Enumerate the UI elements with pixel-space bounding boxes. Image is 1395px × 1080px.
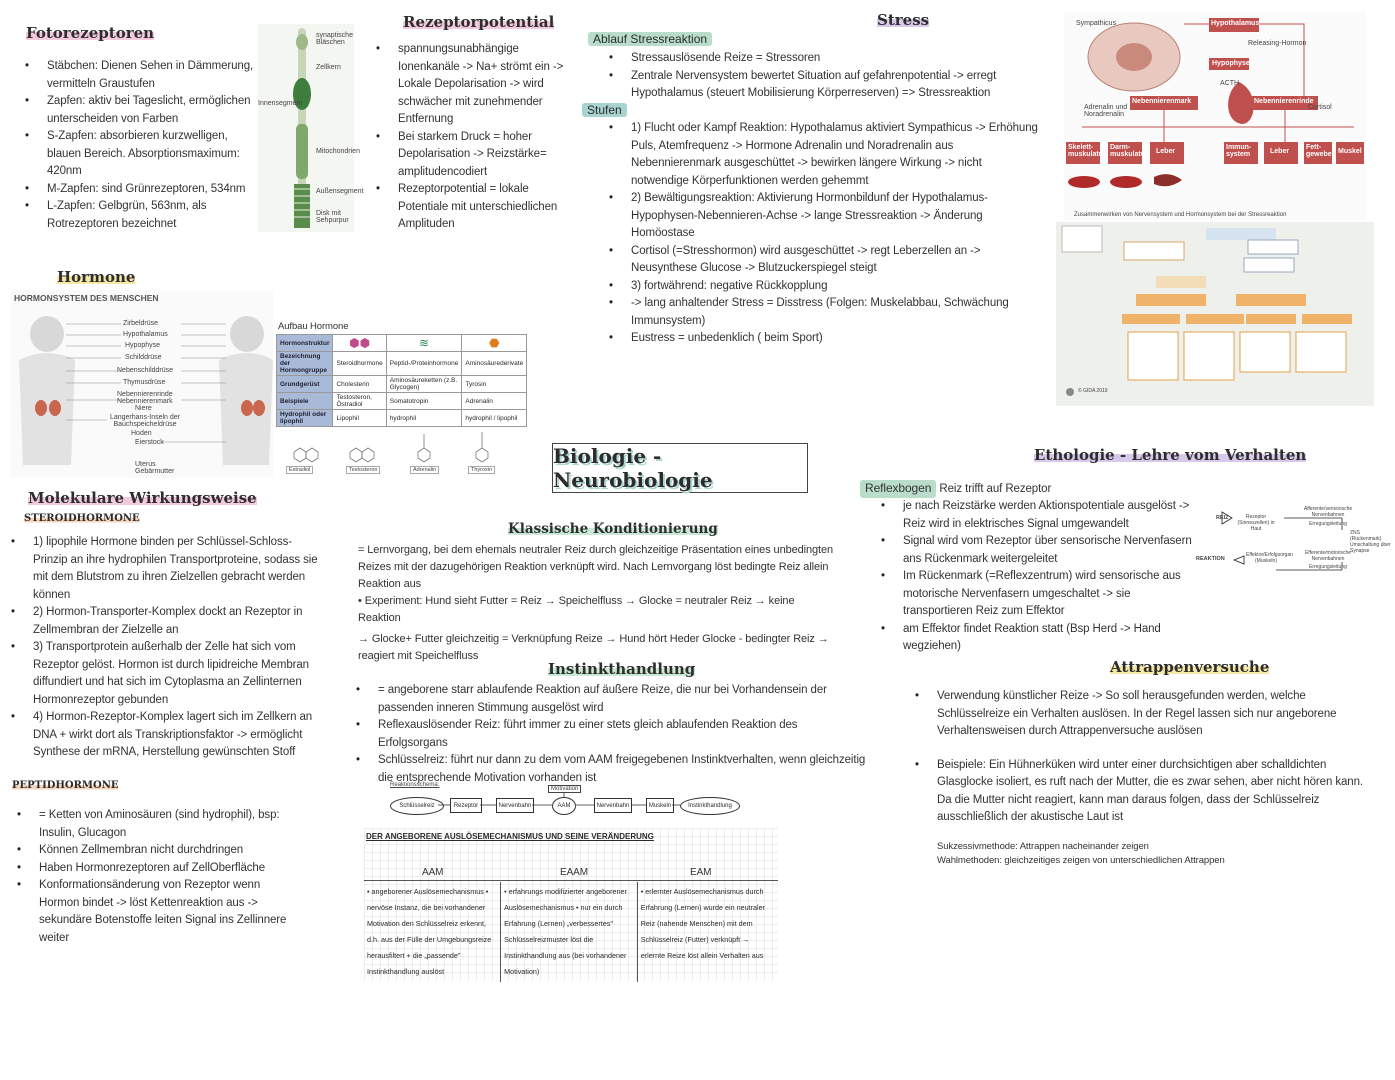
table-cell: Grundgerüst	[277, 376, 333, 393]
list-item: • Cortisol (=Stresshormon) wird ausgeschüttet -> regt Leberzellen an -> Neusynthese Glucose -> Blutzuckerspiegel steigt	[631, 243, 1041, 278]
reflex-efferente: Efferente/motorische Nervenbahnen	[1304, 550, 1352, 562]
klassische-paragraph: = Lernvorgang, bei dem ehemals neutraler Reiz durch gleichzeitige Präsentation eines unbedingten Reizes mit der dazugehörigen Reaktion verknüpft wird. Nach Lernvorgang löst bedingte Reiz allein Reaktion aus	[358, 544, 834, 590]
list-item: • 3) fortwährend: negative Rückkopplung	[631, 278, 1041, 296]
list-item: • Im Rückenmark (=Reflexzentrum) wird sensorische aus motorische Nervenfasern umgeschaltet -> sie transportieren Reiz zum Effektor	[903, 568, 1203, 621]
stress-title: Stress	[877, 11, 930, 29]
aam-cell: • erlernter Auslösemechanismus durch Erfahrung (Lernen) wurde ein neutraler Reiz (nahende Menschen) mit dem Schlüsselreiz (Futter) verknüpft → erlernte Reize löst allein Verhalten aus	[640, 887, 765, 960]
label-niere: Niere	[135, 405, 152, 412]
flow-node: Schlüsselreiz	[390, 797, 444, 815]
stress-photo	[1056, 222, 1374, 406]
label-hoden: Hoden	[131, 430, 152, 437]
table-cell: hydrophil	[386, 410, 462, 427]
aam-table	[364, 882, 778, 982]
instinkt-list	[378, 682, 870, 787]
flow-node: Rezeptor	[450, 798, 482, 813]
list-item: • Signal wird vom Rezeptor über sensorische Nervenfasern ans Rückenmark weitergeleitet	[903, 533, 1203, 568]
table-cell: Cholesterin	[333, 376, 386, 393]
reflex-rezeptor: Rezeptor (Sinneszellen) in Haut	[1237, 514, 1275, 532]
stress-ablauf-list	[631, 50, 1041, 103]
aufbau-title: Aufbau Hormone	[278, 321, 349, 332]
list-item: • 2) Bewältigungsreaktion: Aktivierung Hormonbildunf der Hypothalamus-Hypophysen-Nebennieren-Achse -> lange Stressreaktion -> Änderung Homöostase	[631, 190, 1041, 243]
klassische-title: Klassische Konditionierung	[508, 521, 718, 537]
photoreceptor-illustration	[258, 24, 354, 232]
list-item: • Rezeptorpotential = lokale Potentiale mit unterschiedlichen Amplituden	[398, 181, 566, 234]
center-title-box	[552, 443, 808, 493]
list-item: • 2) Hormon-Transporter-Komplex dockt an Rezeptor in Zellmembran der Zielzelle an	[33, 604, 323, 639]
flow-motivation: Motivation	[548, 785, 581, 793]
table-cell: Aminosäurederivate	[462, 352, 527, 376]
list-item: • L-Zapfen: Gelbgrün, 563nm, als Rotrezeptoren bezeichnet	[47, 198, 257, 233]
list-item: • Eustress = unbedenklich ( beim Sport)	[631, 330, 1041, 348]
diag-box-skelett: Skelett-muskulatur	[1068, 144, 1106, 158]
list-item: • am Effektor findet Reaktion statt (Bsp Herd -> Hand wegziehen)	[903, 621, 1203, 656]
diag-box-leber: Leber	[1156, 148, 1176, 155]
diag-nnr: Nebennierenrinde	[1254, 98, 1314, 105]
label-zellkern: Zellkern	[316, 64, 341, 71]
diag-nnm: Nebennierenmark	[1132, 98, 1192, 105]
list-item: • 1) lipophile Hormone binden per Schlüssel-Schloss-Prinzip an ihre hydrophilen Transportproteine, sodass sie mit dem Blutstrom zu ihren Zielzellen gebracht werden können	[33, 534, 323, 604]
stress-stufen-list	[631, 120, 1041, 348]
instinkt-title: Instinkthandlung	[548, 660, 696, 678]
table-cell: Bezeichnung der Hormongruppe	[277, 352, 333, 376]
list-item: • Bei starkem Druck = hoher Depolarisation -> Reizstärke= amplitudencodiert	[398, 129, 566, 182]
label-nnr: Nebennierenrinde	[117, 391, 173, 398]
label-mitochondrien: Mitochondrien	[316, 148, 360, 155]
molecule-label: Testosteron	[346, 466, 380, 474]
reflex-afferente: Afferente/sensorische Nervenbahnen	[1303, 506, 1353, 518]
flow-title: Reaktionsschema:	[390, 782, 440, 788]
rezeptorpotential-title: Rezeptorpotential	[403, 13, 555, 31]
ethologie-list	[903, 498, 1203, 656]
aam-header: EAAM	[560, 867, 588, 878]
diag-adrenalin: Adrenalin und Noradrenalin	[1084, 104, 1128, 118]
list-item: • Können Zellmembran nicht durchdringen	[39, 842, 301, 860]
flow-node: Muskeln	[646, 798, 674, 813]
list-item: • 3) Transportprotein außerhalb der Zelle hat sich vom Rezeptor gelöst. Hormon ist durch lipidreiche Membran diffundiert und hat sich im Cytoplasma an Zellinternen Hormonrezeptor gebunden	[33, 639, 323, 709]
klassische-paragraph: → Glocke+ Futter gleichzeitig = Verknüpfung Reize → Hund hört Heder Glocke - bedingter Reiz → reagiert mit Speichelfluss	[358, 633, 829, 662]
reflexbogen-text: Reiz trifft auf Rezeptor	[939, 483, 1052, 495]
list-item: • -> lang anhaltender Stress = Disstress (Folgen: Muskelabbau, Schwächung Immunsystem)	[631, 295, 1041, 330]
molecule-label: Thyroxin	[468, 466, 495, 474]
label-uterus: Uterus	[135, 461, 156, 468]
list-item: • Verwendung künstlicher Reize -> So soll herausgefunden werden, welche Schlüsselreize ein Verhalten auslösen. In der Regel lassen sich nur angeborene Verhaltensweisen durch Attrappenversuche auslösen	[937, 688, 1365, 741]
reflex-reiz: REIZ	[1216, 515, 1229, 521]
klassische-text	[358, 542, 840, 665]
label-nebenschilddruese: Nebenschilddrüse	[117, 367, 174, 374]
table-cell: Somatotropin	[386, 393, 462, 410]
stress-diagram	[1064, 12, 1366, 220]
molecule-label: Estradiol	[286, 466, 313, 474]
attrappen-title: Attrappenversuche	[1110, 658, 1270, 676]
aam-title: DER ANGEBORENE AUSLÖSEMECHANISMUS UND SEINE VERÄNDERUNG	[366, 832, 654, 841]
aam-cell: • angeborener Auslösemechanismus • nervöse Instanz, die bei vorhandener Motivation den Schlüsselreiz erkennt, d.h. aus der Fülle der Umgebungsreize herausfiltert + die „passende" Instinkthandlung auslöst	[364, 882, 501, 982]
diag-box-darm: Darm-muskulatur	[1110, 144, 1148, 158]
list-item: • Stäbchen: Dienen Sehen in Dämmerung, vermitteln Graustufen	[47, 58, 257, 93]
klassische-paragraph: • Experiment: Hund sieht Futter = Reiz → Speichelfluss → Glocke = neutraler Reiz → keine Reaktion	[358, 595, 795, 624]
page-title: Biologie - Neurobiologie	[553, 444, 713, 492]
aam-cell: • erfahrungs modifizierter angeborener Auslösemechanismus • nur ein durch Erfahrung (Lernen) „verbessertes" Schlüsselreizmuster löst die Instinkthandlung aus (bei vorhandener Motivation)	[501, 882, 638, 982]
label-thymus: Thymusdrüse	[123, 379, 166, 386]
hormonsystem-figure	[11, 290, 273, 478]
diag-box-leber2: Leber	[1270, 148, 1290, 155]
label-eierstock: Eierstock	[135, 439, 164, 446]
flow-node: AAM	[552, 797, 576, 815]
list-item: • Stressauslösende Reize = Stressoren	[631, 50, 1041, 68]
peptid-molecule-icon: ≋	[386, 335, 462, 352]
diag-hypothalamus: Hypothalamus	[1211, 20, 1260, 27]
attrappen-methods	[937, 840, 1225, 868]
photo-copyright: © GIDA 2019	[1078, 388, 1108, 394]
label-innensegment: Innensegment	[258, 100, 303, 107]
diag-sympathicus: Sympathicus	[1076, 20, 1117, 27]
table-cell: Testosteron, Östradiol	[333, 393, 386, 410]
ethologie-title: Ethologie - Lehre vom Verhalten	[1034, 446, 1307, 464]
method-item: Sukzessivmethode: Attrappen nacheinander zeigen	[937, 841, 1149, 852]
aam-header: AAM	[422, 867, 444, 878]
steroid-molecule-icon: ⬢⬢	[333, 335, 386, 352]
molekulare-title: Molekulare Wirkungsweise	[28, 489, 257, 507]
label-aussensegment: Außensegment	[316, 188, 364, 195]
label-langerhans: Langerhans-Inseln der Bauchspeicheldrüse	[109, 414, 181, 428]
diag-releasing: Releasing-Hormon	[1248, 40, 1307, 47]
aam-header: EAM	[690, 867, 712, 878]
reflex-effektor: Effektor/Erfolgsorgan (Muskeln)	[1246, 552, 1293, 564]
list-item: • Zentrale Nervensystem bewertet Situation auf gefahrenpotential -> erregt Hypothalamus (steuert Mobilisierung Körperreserven) => Stressreaktion	[631, 68, 1041, 103]
list-item: • M-Zapfen: sind Grünrezeptoren, 534nm	[47, 181, 257, 199]
list-item: • 1) Flucht oder Kampf Reaktion: Hypothalamus aktiviert Sympathicus -> Erhöhung Puls, Atemfrequenz -> Hormone Adrenalin und Noradrenalin aus Nebennierenmark ausgeschüttet -> bewirken längere Wirkung -> nicht notwendige Körperfunktionen werden gehemmt	[631, 120, 1041, 190]
reflex-zns: ZNS (Rückenmark) Umschaltung über Synapse	[1350, 530, 1391, 554]
stufen-tag: Stufen	[582, 103, 627, 117]
list-item: • Konformationsänderung von Rezeptor wenn Hormon bindet -> löst Kettenreaktion aus -> sekundäre Botenstoffe leiten Signal ins Zellinnere weiter	[39, 877, 301, 947]
steroid-tag: STEROIDHORMONE	[24, 513, 140, 524]
photoreceptor-figure	[258, 24, 364, 232]
reflexbogen-tag: Reflexbogen	[860, 480, 936, 498]
method-item: Wahlmethoden: gleichzeitiges zeigen von unterschiedlichen Attrappen	[937, 855, 1225, 866]
table-cell: Aminosäureketten (z.B. Glycogen)	[386, 376, 462, 393]
label-nnm: Nebennierenmark	[117, 398, 173, 405]
hormonsystem-figure-title: HORMONSYSTEM DES MENSCHEN	[14, 293, 159, 303]
list-item: • Schlüsselreiz: führt nur dann zu dem vom AAM freigegebenen Instinktverhalten, wenn gleichzeitig die entsprechende Motivation vorhanden ist	[378, 752, 870, 787]
diag-box-immun: Immun-system	[1226, 144, 1252, 158]
table-cell: Adrenalin	[462, 393, 527, 410]
diag-hypophyse: Hypophyse	[1212, 60, 1250, 67]
label-synaptisch: synaptische Bläschen	[316, 32, 353, 46]
diag-caption: Zusammenwirken von Nervensystem und Hormonsystem bei der Stressreaktion	[1074, 212, 1287, 218]
label-gebaermutter: Gebärmutter	[135, 468, 175, 475]
flow-node: Nervenbahn	[594, 798, 632, 813]
list-item: • je nach Reizstärke werden Aktionspotentiale ausgelöst -> Reiz wird in elektrisches Signal umgewandelt	[903, 498, 1203, 533]
table-cell: Tyrosin	[462, 376, 527, 393]
rezeptorpotential-list	[398, 41, 566, 234]
table-cell: hydrophil / lipophil	[462, 410, 527, 427]
label-disk: Disk mit Sehpurpur	[316, 210, 349, 224]
molecule-structures	[280, 430, 530, 470]
aam-divider	[364, 880, 778, 881]
diag-box-fett: Fett-gewebe	[1306, 144, 1332, 158]
list-item: • Beispiele: Ein Hühnerküken wird unter einer durchsichtigen aber schalldichten Glasglocke isoliert, es ruft nach der Mutter, die es zwar sehen, aber nicht hören kann. Da die Mutter nicht reagiert, kann man daraus folgen, dass der Schlüsselreiz ausschließlich der akustische Laut ist	[937, 757, 1365, 827]
molecule-label: Adrenalin	[410, 466, 439, 474]
ablauf-tag: Ablauf Stressreaktion	[588, 32, 712, 46]
flow-node: Instinkthandlung	[680, 797, 740, 815]
reflexbogen-diagram	[1196, 500, 1392, 580]
list-item: • Haben Hormonrezeptoren auf ZellOberfläche	[39, 860, 301, 878]
label-schilddruese: Schilddrüse	[125, 354, 162, 361]
list-item: • spannungsunabhängige Ionenkanäle -> Na+ strömt ein -> Lokale Depolarisation -> wird schwächer mit zunehmender Entfernung	[398, 41, 566, 129]
diag-box-muskel: Muskel	[1338, 148, 1362, 155]
reflexbogen-line	[860, 480, 1051, 499]
diag-cortisol: Cortisol	[1308, 104, 1332, 111]
stress-photo-shapes	[1056, 222, 1374, 406]
flow-node: Nervenbahn	[496, 798, 534, 813]
hormone-title: Hormone	[57, 268, 136, 286]
diag-acth: ACTH	[1220, 80, 1240, 87]
label-hypothalamus: Hypothalamus	[123, 331, 168, 338]
attrappen-list	[937, 688, 1365, 827]
table-cell: Lipophil	[333, 410, 386, 427]
reflex-erregung2: Erregungsleitung	[1309, 564, 1347, 570]
fotorezeptoren-title: Fotorezeptoren	[26, 24, 155, 42]
fotorezeptoren-list	[47, 58, 257, 233]
aam-grid	[364, 828, 778, 980]
list-item: • Reflexauslösender Reiz: führt immer zu einer stets gleich ablaufenden Reaktion des Erfolgsorgans	[378, 717, 870, 752]
list-item: • = Ketten von Aminosäuren (sind hydrophil), bsp: Insulin, Glucagon	[39, 807, 301, 842]
hormone-table	[276, 334, 527, 427]
table-cell: Hormonstruktur	[277, 335, 333, 352]
peptid-tag: PEPTIDHORMONE	[12, 780, 119, 791]
list-item: • S-Zapfen: absorbieren kurzwelligen, blauen Bereich. Absorptionsmaximum: 420nm	[47, 128, 257, 181]
table-cell: Steroidhormone	[333, 352, 386, 376]
reflex-reaktion: REAKTION	[1196, 556, 1225, 562]
table-cell: Beispiele	[277, 393, 333, 410]
table-cell: Peptid-/Proteinhormone	[386, 352, 462, 376]
list-item: • Zapfen: aktiv bei Tageslicht, ermöglichen unterscheiden von Farben	[47, 93, 257, 128]
label-zirbeldruese: Zirbeldrüse	[123, 320, 159, 327]
table-cell: Hydrophil oder lipophil	[277, 410, 333, 427]
steroid-list	[33, 534, 323, 762]
list-item: • 4) Hormon-Rezeptor-Komplex lagert sich im Zellkern an DNA + wirkt dort als Transkriptionsfaktor -> ermöglicht Synthese der mRNA, Herstellung gewünschten Stoff	[33, 709, 323, 762]
reflex-erregung1: Erregungsleitung	[1309, 521, 1347, 527]
aminosaeure-molecule-icon: ⬣	[462, 335, 527, 352]
list-item: • = angeborene starr ablaufende Reaktion auf äußere Reize, die nur bei Vorhandensein der passenden inneren Stimmung ausgelöst wird	[378, 682, 870, 717]
peptid-list	[39, 807, 301, 947]
label-hypophyse: Hypophyse	[125, 342, 161, 349]
